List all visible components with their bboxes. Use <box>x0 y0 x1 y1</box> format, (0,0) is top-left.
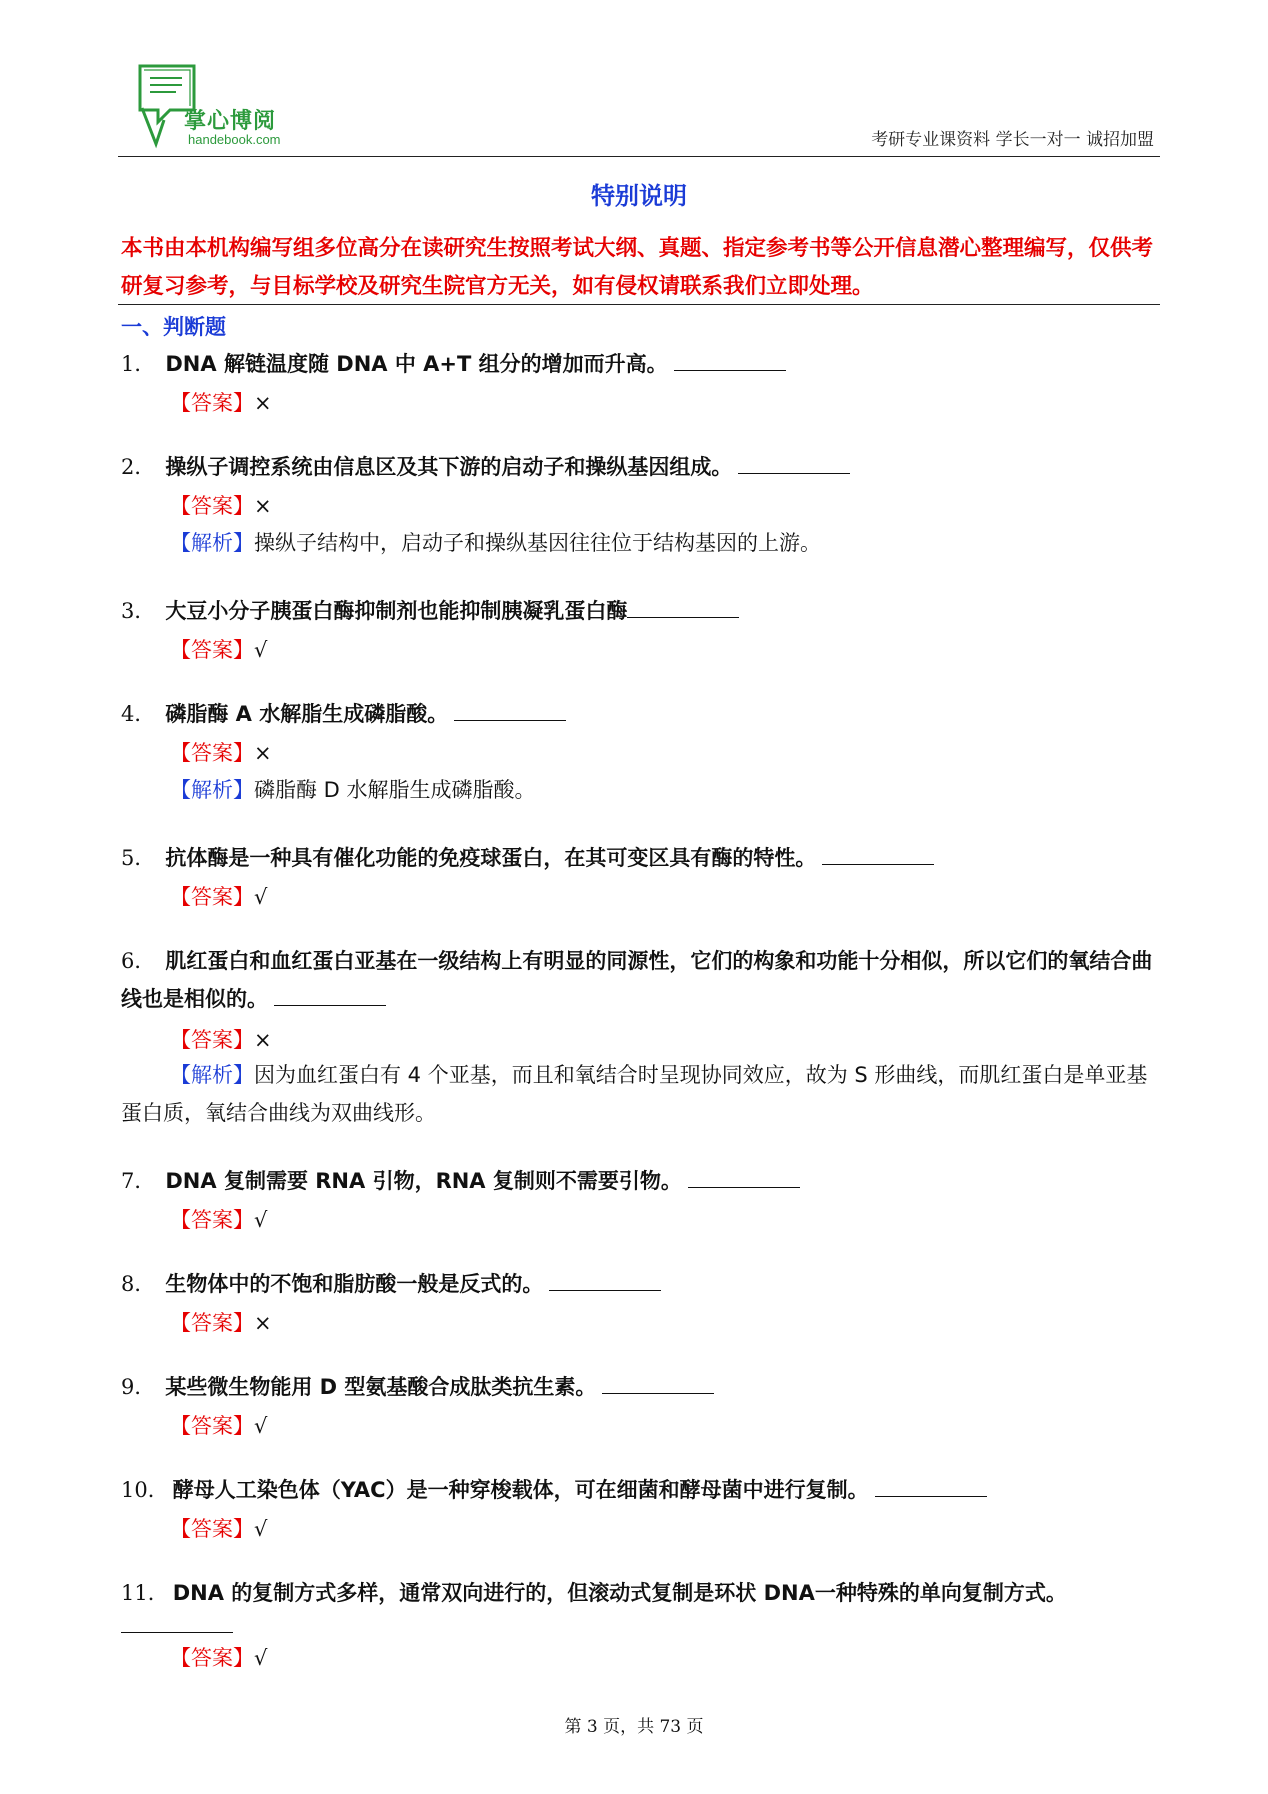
answer-10: 【答案】√ <box>170 1517 268 1541</box>
answer-1: 【答案】× <box>170 391 272 415</box>
answer-2: 【答案】× <box>170 494 272 518</box>
answer-blank <box>549 1268 661 1291</box>
question-6: 6． 肌红蛋白和血红蛋白亚基在一级结构上有明显的同源性，它们的构象和功能十分相似，所以它们的氧结合曲线也是相似的。 <box>121 949 1153 1011</box>
header-tagline: 考研专业课资料 学长一对一 诚招加盟 <box>871 130 1154 150</box>
answer-blank <box>602 1371 714 1394</box>
answer-blank <box>738 451 850 474</box>
answer-blank <box>121 1612 233 1633</box>
answer-8: 【答案】× <box>170 1311 272 1335</box>
page-title: 特别说明 <box>591 182 687 210</box>
question-5: 5． 抗体酶是一种具有催化功能的免疫球蛋白，在其可变区具有酶的特性。 <box>121 839 1161 877</box>
answer-blank <box>822 842 934 865</box>
answer-6: 【答案】× <box>170 1028 272 1052</box>
answer-5: 【答案】√ <box>170 885 268 909</box>
question-11: 11． DNA 的复制方式多样，通常双向进行的，但滚动式复制是环状 DNA一种特殊的单向复制方式。 <box>121 1574 1161 1633</box>
answer-blank <box>454 698 566 721</box>
question-8: 8． 生物体中的不饱和脂肪酸一般是反式的。 <box>121 1265 1161 1303</box>
question-2: 2． 操纵子调控系统由信息区及其下游的启动子和操纵基因组成。 <box>121 448 1161 486</box>
explanation-2: 【解析】操纵子结构中，启动子和操纵基因往往位于结构基因的上游。 <box>170 531 821 555</box>
question-1: 1． DNA 解链温度随 DNA 中 A+T 组分的增加而升高。 <box>121 345 1161 383</box>
explanation-6: 【解析】因为血红蛋白有 4 个亚基，而且和氧结合时呈现协同效应，故为 S 形曲线，而肌红蛋白是单亚基蛋白质，氧结合曲线为双曲线形。 <box>121 1063 1148 1125</box>
section-title: 一、判断题 <box>121 315 226 339</box>
divider <box>118 304 1160 305</box>
answer-11: 【答案】√ <box>170 1646 268 1670</box>
copyright-notice: 本书由本机构编写组多位高分在读研究生按照考试大纲、真题、指定参考书等公开信息潜心整理编写，仅供考研复习参考，与目标学校及研究生院官方无关，如有侵权请联系我们立即处理。 <box>121 236 1154 299</box>
question-4: 4． 磷脂酶 A 水解脂生成磷脂酸。 <box>121 695 1161 733</box>
question-9: 9． 某些微生物能用 D 型氨基酸合成肽类抗生素。 <box>121 1368 1161 1406</box>
answer-blank <box>274 983 386 1006</box>
question-10: 10． 酵母人工染色体（YAC）是一种穿梭载体，可在细菌和酵母菌中进行复制。 <box>121 1471 1161 1509</box>
answer-4: 【答案】× <box>170 741 272 765</box>
page-number: 第 3 页，共 73 页 <box>564 1717 704 1737</box>
answer-blank <box>674 348 786 371</box>
explanation-4: 【解析】磷脂酶 D 水解脂生成磷脂酸。 <box>170 778 536 802</box>
handebook-logo: 掌心博阅 handebook.com <box>136 60 286 150</box>
answer-7: 【答案】√ <box>170 1208 268 1232</box>
question-7: 7． DNA 复制需要 RNA 引物，RNA 复制则不需要引物。 <box>121 1162 1161 1200</box>
page-header <box>118 56 1160 157</box>
answer-blank <box>688 1165 800 1188</box>
question-3: 3． 大豆小分子胰蛋白酶抑制剂也能抑制胰凝乳蛋白酶 <box>121 592 1161 630</box>
answer-blank <box>875 1474 987 1497</box>
answer-3: 【答案】√ <box>170 638 268 662</box>
answer-blank <box>627 595 739 618</box>
answer-9: 【答案】√ <box>170 1414 268 1438</box>
